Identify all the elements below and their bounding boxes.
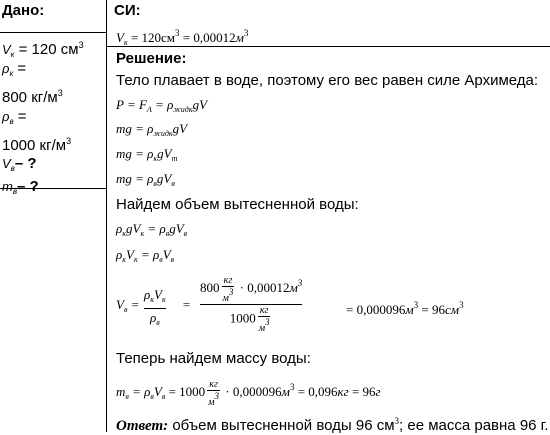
si-conversion: $V_к = 120см^3 = 0,00012м^3$ xyxy=(116,28,249,47)
given-rhok: $\rho_к$ = xyxy=(2,60,27,78)
formula-mass: $m_в = \rho_вV_в = 1000$ $\frac{кг}{м^3}$ · $0,000096м^3 = 0,096кг = 96г$ xyxy=(116,378,381,408)
given-rhok-value: 800 $кг/м^3$ xyxy=(2,88,63,106)
formula-volume-lhs: $V_в$ = xyxy=(116,297,140,314)
formula-volume-eq2: = xyxy=(182,297,191,312)
given-rhov: $\rho_в$ = xyxy=(2,108,27,126)
formula-mg-water: mg = $\rho_вgV_в$ xyxy=(116,171,175,188)
solution-text-mass: Теперь найдем массу воды: xyxy=(116,350,311,367)
formula-mg-body: mg = $\rho_кgV_т$ xyxy=(116,146,178,163)
solution-title: Решение: xyxy=(116,50,187,67)
formula-weight-archimedes: $P = F_A = \rho_{жидк}gV$ xyxy=(116,97,208,114)
formula-volume-symbolic-fraction: $\rho_кV_к$ $\rho_в$ xyxy=(144,287,166,327)
answer-line: Ответ: объем вытесненной воды 96 $см^3$; ее масса равна 96 г. xyxy=(116,416,549,434)
solution-text-volume: Найдем объем вытесненной воды: xyxy=(116,196,359,213)
given-vk: $V_к = 120$ $см^3$ xyxy=(2,40,84,59)
si-title: СИ: xyxy=(114,2,141,19)
formula-mg-liquid: mg = $\rho_{жидк}gV$ xyxy=(116,121,188,138)
given-find-m: $m_в-$ ? xyxy=(2,178,39,196)
formula-volume-result: = $0,000096м^3 = 96см^3$ xyxy=(346,300,464,317)
given-find-v: $V_в-$ ? xyxy=(2,155,37,173)
given-rhov-value: 1000 $кг/м^3$ xyxy=(2,136,72,154)
given-title-underline xyxy=(0,32,106,33)
formula-balance: $\rho_кV_к = \rho_вV_в$ xyxy=(116,247,175,264)
column-divider xyxy=(106,0,107,432)
answer-label: Ответ: xyxy=(116,418,169,434)
given-title: Дано: xyxy=(2,2,45,19)
formula-balance-g: $\rho_кgV_к = \rho_вgV_в$ xyxy=(116,221,188,238)
formula-volume-numeric-fraction: 800 $\frac{кг}{м^3}$ · $0,00012м^3$ 1000 $\frac{кг}{м^3}$ xyxy=(200,274,303,334)
solution-text-archimedes: Тело плавает в воде, поэтому его вес равен силе Архимеда: xyxy=(116,72,539,89)
